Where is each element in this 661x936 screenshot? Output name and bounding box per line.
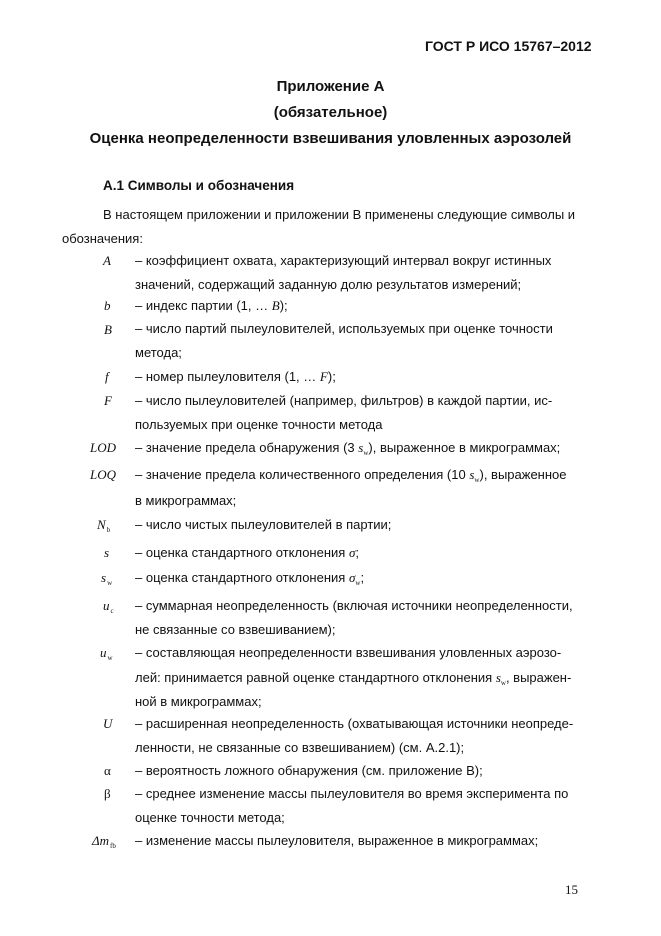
definition-line: – суммарная неопределенность (включая источники неопределенности,: [135, 598, 573, 613]
section-title: А.1 Символы и обозначения: [103, 178, 295, 193]
definition-line: не связанные со взвешиванием);: [135, 622, 336, 637]
definition-line: – значение предела обнаружения (3 $s_w$), выраженное в микрограммах;: [135, 440, 561, 457]
definition-line: пользуемых при оценке точности метода: [135, 417, 383, 432]
inline-symbol: F: [319, 369, 328, 384]
symbol: B: [104, 322, 112, 337]
definition-line: – коэффициент охвата, характеризующий интервал вокруг истинных: [135, 253, 552, 268]
definition-line: – изменение массы пылеуловителя, выраженное в микрограммах;: [135, 833, 539, 848]
definition-line: – число партий пылеуловителей, используемых при оценке точности: [135, 321, 553, 336]
definition-line: значений, содержащий заданную долю результатов измерений;: [135, 277, 522, 292]
definition-line: – номер пылеуловителя (1, … F);: [135, 369, 336, 384]
symbol: $\Delta m_{fb}$: [92, 833, 116, 850]
symbol: U: [103, 716, 113, 731]
symbol: s: [104, 545, 110, 560]
symbol: LOQ: [90, 467, 117, 482]
inline-symbol: σ: [348, 545, 356, 560]
symbol: LOD: [90, 440, 117, 455]
inline-symbol: $s_w$: [495, 670, 506, 687]
definition-line: метода;: [135, 345, 182, 360]
definition-line: ной в микрограммах;: [135, 694, 262, 709]
definition-line: в микрограммах;: [135, 493, 237, 508]
intro-line-1: В настоящем приложении и приложении В применены следующие символы и: [103, 207, 576, 222]
definition-line: – значение предела количественного определения (10 $s_w$), выраженное: [135, 467, 567, 484]
symbol: $u_c$: [103, 598, 114, 615]
appendix-title: Приложение А: [276, 78, 385, 95]
page-number: 15: [565, 882, 578, 897]
definition-line: лей: принимается равной оценке стандартного отклонения $s_w$, выражен-: [135, 670, 572, 687]
symbol: A: [103, 253, 111, 268]
symbol: F: [104, 393, 112, 408]
appendix-status: (обязательное): [273, 104, 388, 121]
definition-line: – индекс партии (1, … B);: [135, 298, 288, 313]
definition-line: – составляющая неопределенности взвешивания уловленных аэрозо-: [135, 645, 562, 660]
definition-line: оценке точности метода;: [135, 810, 285, 825]
symbol: $u_w$: [100, 645, 113, 662]
symbol: f: [105, 369, 109, 384]
inline-symbol: B: [271, 298, 280, 313]
inline-symbol: $\sigma_w$: [348, 570, 361, 587]
definition-line: – оценка стандартного отклонения $\sigma_w$;: [135, 570, 365, 587]
symbol: b: [104, 298, 111, 313]
definition-line: ленности, не связанные со взвешиванием) (см. А.2.1);: [135, 740, 465, 755]
appendix-heading: Оценка неопределенности взвешивания уловленных аэрозолей: [89, 130, 572, 147]
definition-line: – число пылеуловителей (например, фильтров) в каждой партии, ис-: [135, 393, 553, 408]
symbol: $N_b$: [97, 517, 111, 534]
definition-line: – число чистых пылеуловителей в партии;: [135, 517, 392, 532]
symbol: $s_w$: [101, 570, 113, 587]
symbol: α: [104, 763, 111, 778]
definition-line: – вероятность ложного обнаружения (см. приложение В);: [135, 763, 483, 778]
definition-line: – расширенная неопределенность (охватывающая источники неопреде-: [135, 716, 574, 731]
document-standard-number: ГОСТ Р ИСО 15767–2012: [425, 38, 592, 54]
definition-line: – среднее изменение массы пылеуловителя во время эксперимента по: [135, 786, 569, 801]
inline-symbol: $s_w$: [358, 440, 369, 457]
inline-symbol: $s_w$: [469, 467, 480, 484]
definition-line: – оценка стандартного отклонения σ;: [135, 545, 359, 560]
symbol: β: [104, 786, 111, 801]
intro-line-2: обозначения:: [62, 231, 143, 246]
